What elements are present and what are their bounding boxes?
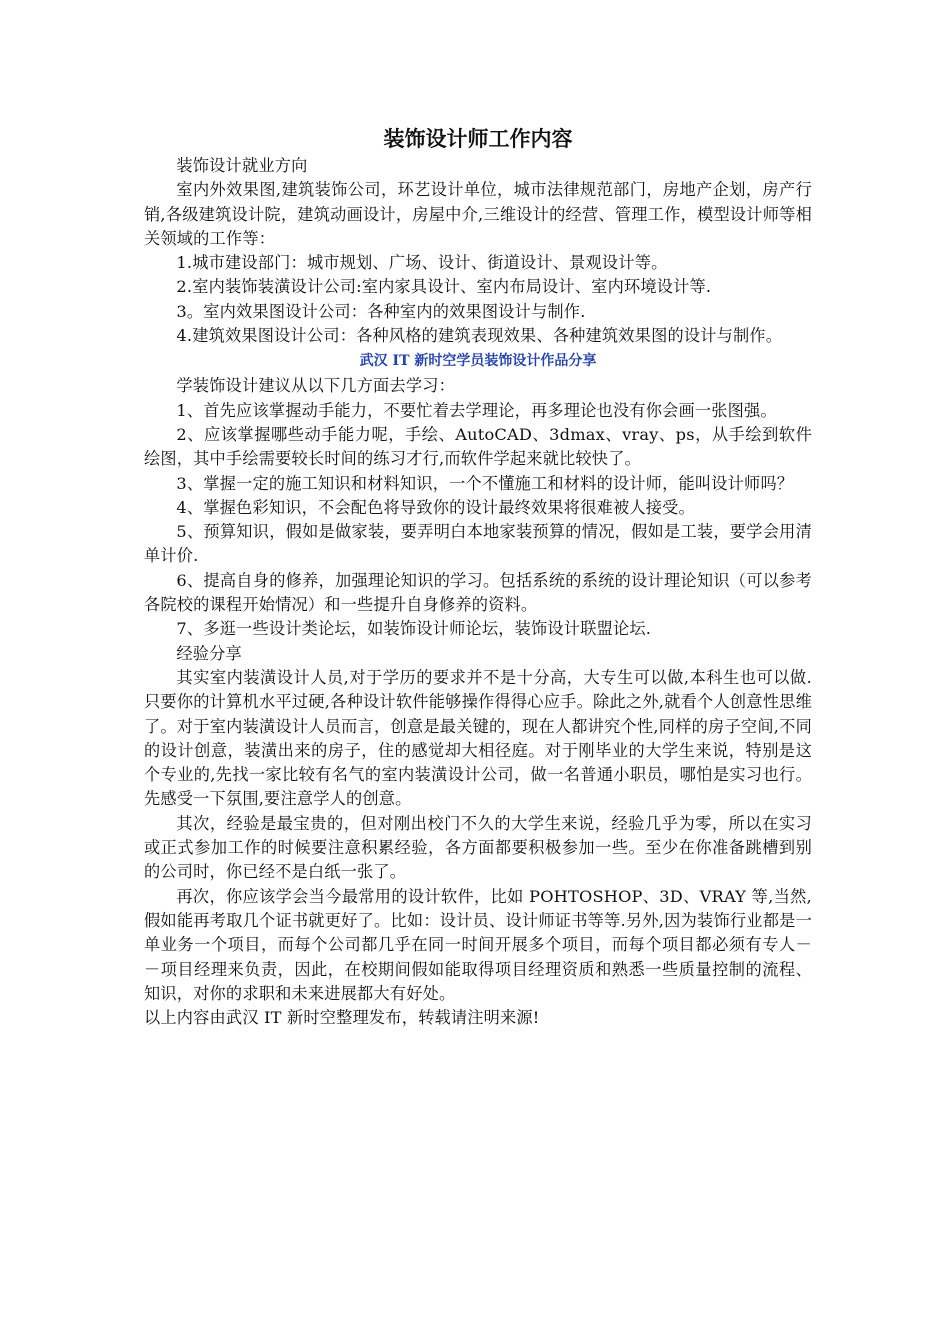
career-item: 4.建筑效果图设计公司：各种风格的建筑表现效果、各种建筑效果图的设计与制作。 <box>176 326 783 346</box>
experience-paragraph: 其实室内装潢设计人员,对于学历的要求并不是十分高，大专生可以做,本科生也可以做.只要你的计算机水平过硬,各种设计软件能够操作得得心应手。除此之外,就看个人创意性思维了。对于室内装潢设计人员而言，创意是最关键的，现在人都讲究个性,同样的房子空间,不同的设计创意，装潢出来的房子，住的感觉却大相径庭。对于刚毕业的大学生来说，特别是这个专业的,先找一家比较有名气的室内装潢设计公司，做一名普通小职员，哪怕是实习也行。先感受一下氛围,要注意学人的创意。 <box>144 667 812 809</box>
advice-item: 4、掌握色彩知识，不会配色将导致你的设计最终效果将很难被人接受。 <box>176 497 695 517</box>
section-heading-learning-advice: 学装饰设计建议从以下几方面去学习： <box>176 376 455 396</box>
career-item: 2.室内装饰装潢设计公司:室内家具设计、室内布局设计、室内环境设计等. <box>176 277 712 297</box>
career-intro-paragraph: 室内外效果图,建筑装饰公司，环艺设计单位，城市法律规范部门，房地产企划，房产行销,各级建筑设计院，建筑动画设计，房屋中介,三维设计的经营、管理工作，模型设计师等相关领域的工作等： <box>144 180 812 248</box>
footer-note: 以上内容由武汉 IT 新时空整理发布，转载请注明来源! <box>144 1008 540 1028</box>
advice-item: 7、多逛一些设计类论坛，如装饰设计师论坛，装饰设计联盟论坛. <box>176 619 652 639</box>
experience-paragraph: 再次，你应该学会当今最常用的设计软件，比如 POHTOSHOP、3D、VRAY 等,当然,假如能再考取几个证书就更好了。比如：设计员、设计师证书等等.另外,因为装饰行业都是一单业务一个项目，而每个公司都几乎在同一时间开展多个项目，而每个项目都必须有专人－－项目经理来负责，因此，在校期间假如能取得项目经理资质和熟悉一些质量控制的流程、知识，对你的求职和未来进展都大有好处。 <box>144 886 812 1003</box>
career-item: 3。室内效果图设计公司：各种室内的效果图设计与制作. <box>176 301 586 321</box>
page-title: 装饰设计师工作内容 <box>383 126 573 151</box>
advice-item: 2、应该掌握哪些动手能力呢，手绘、AutoCAD、3dmax、vray、ps，从手绘到软件绘图，其中手绘需要较长时间的练习才行,而软件学起来就比较快了。 <box>144 424 812 469</box>
advice-item: 6、提高自身的修养，加强理论知识的学习。包括系统的系统的设计理论知识（可以参考各院校的课程开始情况）和一些提升自身修养的资料。 <box>144 570 812 615</box>
section-heading-experience: 经验分享 <box>176 643 242 663</box>
advice-item: 5、预算知识，假如是做家装，要弄明白本地家装预算的情况，假如是工装，要学会用清单计价. <box>144 522 812 566</box>
advice-item: 1、首先应该掌握动手能力，不要忙着去学理论，再多理论也没有你会画一张图强。 <box>176 400 777 420</box>
advice-item: 3、掌握一定的施工知识和材料知识，一个不懂施工和材料的设计师，能叫设计师吗？ <box>176 473 794 493</box>
student-works-share-link[interactable]: 武汉 IT 新时空学员装饰设计作品分享 <box>359 353 597 370</box>
document-page <box>144 124 812 1030</box>
section-heading-career-direction: 装饰设计就业方向 <box>176 156 308 175</box>
experience-paragraph: 其次，经验是最宝贵的，但对刚出校门不久的大学生来说，经验几乎为零，所以在实习或正式参加工作的时候要注意积累经验，各方面都要积极参加一些。至少在你准备跳槽到别的公司时，你已经不是白纸一张了。 <box>144 813 812 882</box>
career-item: 1.城市建设部门：城市规划、广场、设计、街道设计、景观设计等。 <box>176 253 668 273</box>
